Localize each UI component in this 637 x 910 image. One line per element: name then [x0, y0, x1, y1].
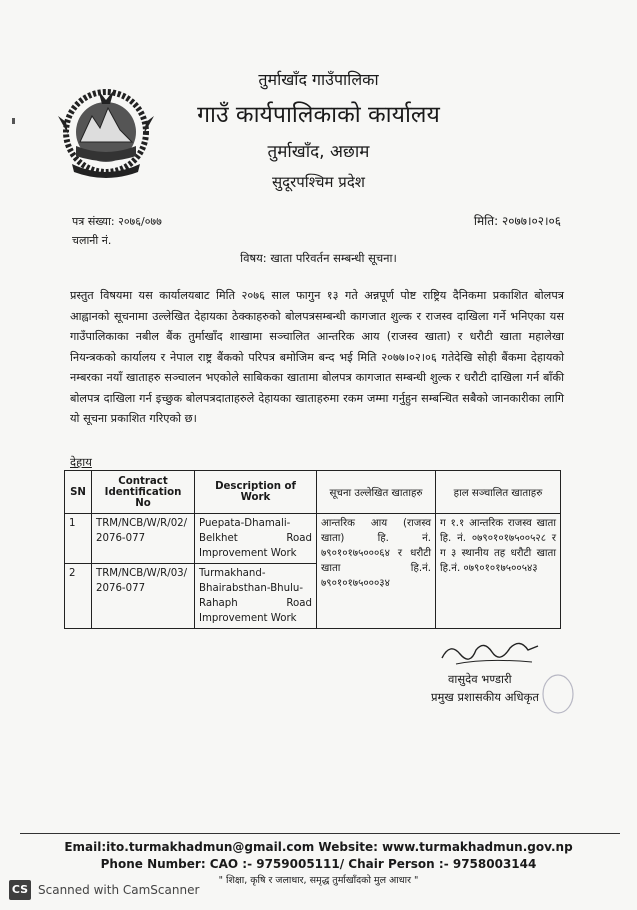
reference-block [72, 212, 162, 250]
table-header-row [65, 471, 561, 514]
reference-number: पत्र संख्या: २०७६/०७७ [72, 215, 162, 228]
header-description: Description of Work [195, 471, 317, 514]
header-sn: SN [65, 471, 92, 514]
province-name: सुदूरपश्चिम प्रदेश [272, 173, 365, 191]
notice-body: प्रस्तुत विषयमा यस कार्यालयबाट मिति २०७६ साल फागुन १३ गते अन्नपूर्ण पोष्ट राष्ट्रिय दैनिकमा प्रकाशित बोलपत्र आह्वानको सूचनामा उल्लेखित देहायका ठेक्काहरुको बोलपत्रसम्बन्धी कागजात शुल्क र राजस्व दाखिला गर्ने भनिएका यस गाउँपालिकाका नबील बैंक तुर्माखाँद शाखामा सञ्चालित आन्तरिक आय (राजस्व खाता) र धरौटी खाता महालेखा नियन्त्रकको कार्यालय र नेपाल राष्ट्र बैंकको परिपत्र बमोजिम बन्द भई मिति २०७७।०२।०६ गतेदेखि सोही बैंकमा देहायको नम्बरका नयाँ खाताहरु सञ्चालन भएकोले साबिकका खातामा बोलपत्र कागजात सम्बन्धी शुल्क र धरौटी दाखिला गर्न बाँकी बोलपत्र दाखिला गर्न इच्छुक बोलपत्रदाताहरुले देहायका खाताहरुमा रकम जम्मा गर्नुहुन सम्बन्धित सबैको जानकारीका लागि यो सूचना प्रकाशित गरिएको छ। [70, 289, 564, 425]
cell-description: Puepata-Dhamali-Belkhet Road Improvement Work [195, 514, 317, 564]
footer-contact: Email:ito.turmakhadmun@gmail.com Website: www.turmakhadmun.gov.np [64, 840, 573, 854]
annex-label: देहाय [70, 455, 92, 469]
cell-current-accounts: ग १.१ आन्तरिक राजस्व खाता हि. नं. ०७९०१०१७५००५२८ र ग ३ स्थानीय तह धरौटी खाता हि.नं. ०७९०१०१७५००५४३ [436, 514, 561, 629]
accounts-table [64, 470, 561, 629]
dispatch-number: चलानी नं. [72, 234, 112, 247]
cell-contract-id: TRM/NCB/W/R/03/ 2076-077 [92, 564, 195, 629]
municipality-name: तुर्माखाँद गाउँपालिका [258, 70, 379, 89]
cell-sn: 1 [65, 514, 92, 564]
camscanner-logo-icon: CS [9, 880, 31, 900]
cell-description: Turmakhand-Bhairabsthan-Bhulu-Rahaph Road Improvement Work [195, 564, 317, 629]
header-current-accounts: हाल सञ्चालित खाताहरु [436, 471, 561, 514]
cell-sn: 2 [65, 564, 92, 629]
footer-divider [20, 833, 620, 834]
signature-scribble [436, 636, 544, 670]
table-row [65, 514, 561, 564]
cell-contract-id: TRM/NCB/W/R/02/ 2076-077 [92, 514, 195, 564]
signatory-name: वासुदेव भण्डारी [448, 672, 512, 686]
office-name: गाउँ कार्यपालिकाको कार्यालय [197, 102, 440, 128]
office-stamp [540, 672, 576, 716]
office-location: तुर्माखाँद, अछाम [267, 142, 370, 162]
subject-line: विषय: खाता परिवर्तन सम्बन्धी सूचना। [240, 251, 397, 265]
header-contract-id: Contract Identification No [92, 471, 195, 514]
signatory-title: प्रमुख प्रशासकीय अधिकृत [431, 690, 539, 704]
letter-date: मिति: २०७७।०२।०६ [473, 214, 561, 228]
header-mentioned-accounts: सूचना उल्लेखित खाताहरु [317, 471, 436, 514]
footer-phone: Phone Number: CAO :- 9759005111/ Chair Person :- 9758003144 [100, 857, 537, 871]
cell-mentioned-accounts: आन्तरिक आय (राजस्व खाता) हि. नं. ७९०१०१७५०००६४ र धरौटी खाता हि.नं. ७९०१०१७५०००३४ [317, 514, 436, 629]
scanner-watermark: Scanned with CamScanner [38, 883, 200, 897]
footer-motto: " शिक्षा, कृषि र जलाधार, समृद्ध तुर्माखाँदको मुल आधार " [218, 875, 419, 886]
